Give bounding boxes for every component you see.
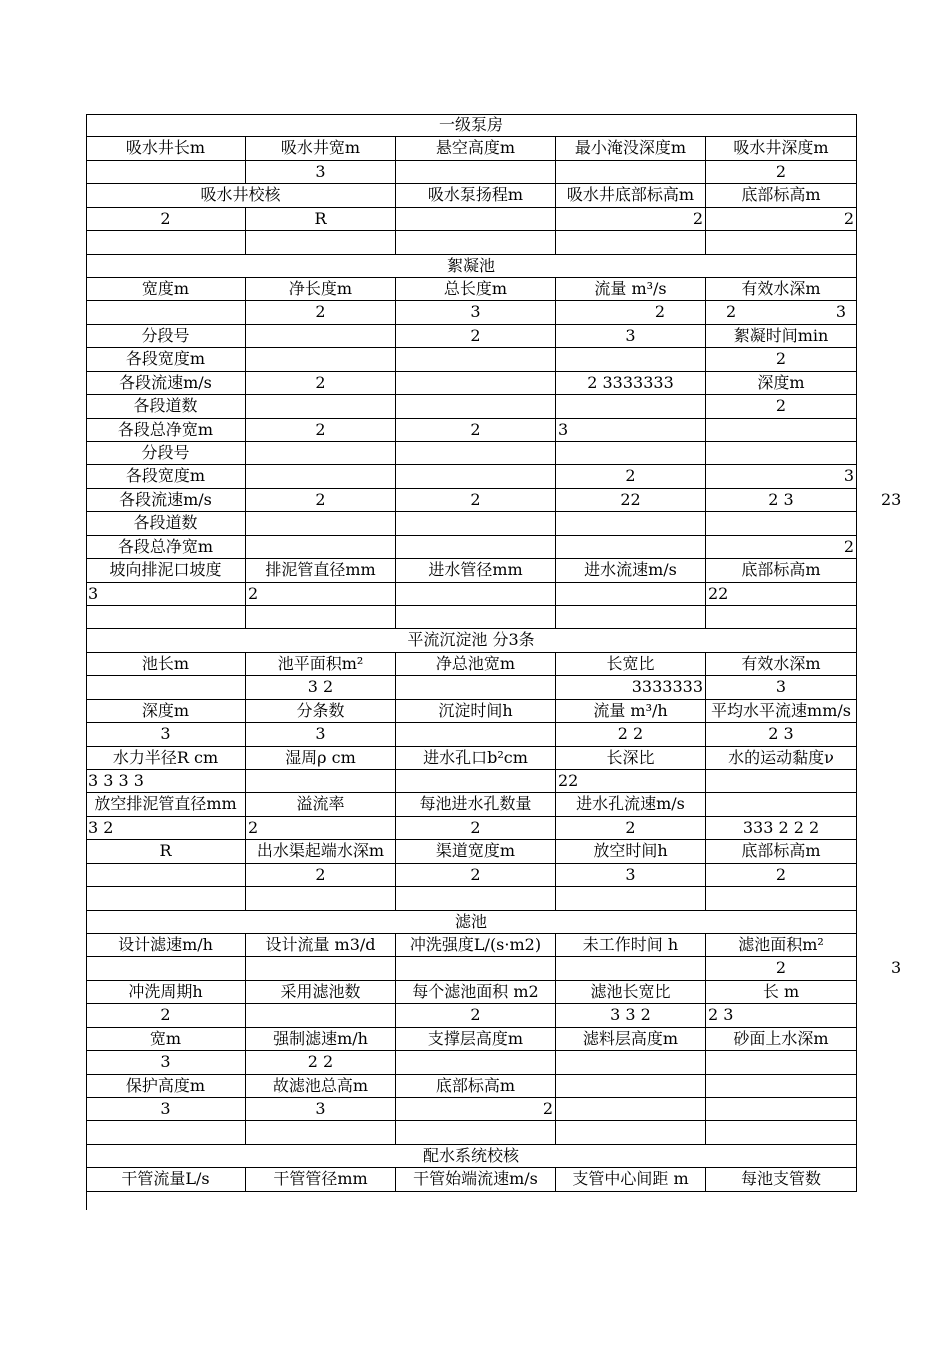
value-cell[interactable] bbox=[396, 957, 556, 980]
value-cell[interactable] bbox=[706, 1051, 857, 1074]
header-cell[interactable]: 吸水泵扬程m bbox=[396, 184, 556, 207]
empty-cell[interactable] bbox=[396, 887, 556, 910]
value-cell[interactable] bbox=[396, 161, 556, 184]
value-cell[interactable]: 3 bbox=[396, 301, 556, 324]
header-cell[interactable]: 池长m bbox=[86, 653, 246, 676]
header-cell[interactable]: 进水孔流速m/s bbox=[556, 793, 706, 816]
header-cell[interactable]: 干管流量L/s bbox=[86, 1168, 246, 1191]
header-cell[interactable]: 排泥管直径mm bbox=[246, 559, 396, 582]
value-cell[interactable]: 2 bbox=[86, 208, 246, 231]
value-cell[interactable]: 2 bbox=[556, 301, 706, 324]
header-cell[interactable]: 保护高度m bbox=[86, 1075, 246, 1098]
header-cell[interactable] bbox=[706, 793, 857, 816]
value-cell[interactable]: 3 bbox=[246, 1098, 396, 1121]
empty-cell[interactable] bbox=[86, 606, 246, 629]
empty-cell[interactable] bbox=[246, 606, 396, 629]
value-cell[interactable] bbox=[396, 676, 556, 699]
header-cell[interactable]: 吸水井宽m bbox=[246, 137, 396, 160]
header-cell[interactable]: 长宽比 bbox=[556, 653, 706, 676]
header-cell[interactable]: 坡向排泥口坡度 bbox=[86, 559, 246, 582]
header-cell[interactable]: 渠道宽度m bbox=[396, 840, 556, 863]
data-row[interactable]: 2 bbox=[396, 419, 556, 442]
header-cell[interactable]: 设计流量 m3/d bbox=[246, 934, 396, 957]
header-cell[interactable]: 支管中心间距 m bbox=[556, 1168, 706, 1191]
header-cell[interactable]: 进水管径mm bbox=[396, 559, 556, 582]
value-cell[interactable]: 2 bbox=[246, 864, 396, 887]
header-cell[interactable]: 支撑层高度m bbox=[396, 1028, 556, 1051]
value-cell[interactable]: 2 2 bbox=[246, 1051, 396, 1074]
data-row[interactable]: 各段总净宽m bbox=[86, 536, 246, 559]
empty-cell[interactable] bbox=[706, 1121, 857, 1144]
header-cell[interactable]: 最小淹没深度m bbox=[556, 137, 706, 160]
header-cell[interactable]: 设计滤速m/h bbox=[86, 934, 246, 957]
value-cell[interactable] bbox=[706, 301, 857, 324]
data-row[interactable]: 分段号 bbox=[86, 442, 246, 465]
header-cell[interactable]: 底部标高m bbox=[706, 840, 857, 863]
data-row[interactable] bbox=[706, 512, 857, 535]
header-cell[interactable]: 溢流率 bbox=[246, 793, 396, 816]
section-title-sedimentation[interactable]: 平流沉淀池 分3条 bbox=[86, 629, 857, 652]
value-cell[interactable] bbox=[246, 770, 396, 793]
header-cell[interactable]: 放空时间h bbox=[556, 840, 706, 863]
value-cell[interactable] bbox=[396, 1051, 556, 1074]
header-cell[interactable]: 总长度m bbox=[396, 278, 556, 301]
overflow-value: 3 bbox=[891, 958, 902, 978]
value-text: 3 bbox=[835, 302, 846, 322]
data-row[interactable]: 2 bbox=[396, 325, 556, 348]
empty-cell[interactable] bbox=[246, 887, 396, 910]
section-title-distribution[interactable]: 配水系统校核 bbox=[86, 1145, 857, 1168]
value-cell[interactable] bbox=[396, 208, 556, 231]
header-cell[interactable]: 干管始端流速m/s bbox=[396, 1168, 556, 1191]
data-row[interactable] bbox=[556, 512, 706, 535]
header-cell[interactable]: 吸水井校核 bbox=[86, 184, 396, 207]
header-cell[interactable]: 长 m bbox=[706, 981, 857, 1004]
header-cell[interactable]: 净总池宽m bbox=[396, 653, 556, 676]
header-cell[interactable]: 底部标高m bbox=[706, 184, 857, 207]
header-cell[interactable]: 底部标高m bbox=[396, 1075, 556, 1098]
header-cell[interactable]: 进水流速m/s bbox=[556, 559, 706, 582]
header-cell[interactable]: 冲洗强度L/(s·m2) bbox=[396, 934, 556, 957]
header-cell[interactable]: 净长度m bbox=[246, 278, 396, 301]
data-row[interactable]: 2 bbox=[396, 489, 556, 512]
empty-cell[interactable] bbox=[396, 606, 556, 629]
value-cell[interactable]: 3 bbox=[706, 676, 857, 699]
data-row[interactable]: 2 bbox=[556, 465, 706, 488]
value-cell[interactable] bbox=[556, 583, 706, 606]
value-cell[interactable] bbox=[556, 957, 706, 980]
header-cell[interactable]: 水的运动黏度ν bbox=[706, 747, 857, 770]
empty-cell[interactable] bbox=[706, 231, 857, 254]
value-cell[interactable]: 3 bbox=[246, 723, 396, 746]
value-cell[interactable]: 22 bbox=[556, 770, 706, 793]
header-cell[interactable]: 宽m bbox=[86, 1028, 246, 1051]
data-row[interactable] bbox=[396, 442, 556, 465]
header-cell[interactable]: 平均水平流速mm/s bbox=[706, 700, 857, 723]
value-cell[interactable] bbox=[86, 957, 246, 980]
empty-cell[interactable] bbox=[86, 1121, 246, 1144]
header-cell[interactable]: 每池进水孔数量 bbox=[396, 793, 556, 816]
value-cell[interactable]: 2 bbox=[706, 957, 857, 980]
value-cell[interactable] bbox=[86, 161, 246, 184]
empty-cell[interactable] bbox=[86, 231, 246, 254]
data-row[interactable]: 各段道数 bbox=[86, 395, 246, 418]
data-row[interactable] bbox=[246, 465, 396, 488]
data-row[interactable]: 各段总净宽m bbox=[86, 419, 246, 442]
data-row[interactable] bbox=[706, 442, 857, 465]
value-text: 2 bbox=[726, 302, 737, 322]
empty-cell[interactable] bbox=[246, 1121, 396, 1144]
value-cell[interactable]: 333 2 2 2 bbox=[706, 817, 857, 840]
value-cell[interactable]: 2 bbox=[396, 864, 556, 887]
data-row[interactable] bbox=[246, 442, 396, 465]
value-cell[interactable] bbox=[86, 301, 246, 324]
empty-cell[interactable] bbox=[556, 887, 706, 910]
section-title-filter[interactable]: 滤池 bbox=[86, 911, 857, 934]
header-cell[interactable]: 底部标高m bbox=[706, 559, 857, 582]
value-cell[interactable] bbox=[556, 1098, 706, 1121]
header-cell[interactable]: 池平面积m² bbox=[246, 653, 396, 676]
data-row[interactable]: 2 3 bbox=[706, 489, 857, 512]
value-cell[interactable]: 22 bbox=[706, 583, 857, 606]
empty-cell[interactable] bbox=[556, 1121, 706, 1144]
empty-cell[interactable] bbox=[86, 887, 246, 910]
value-cell[interactable]: 2 bbox=[246, 301, 396, 324]
header-cell[interactable] bbox=[556, 1075, 706, 1098]
data-row[interactable] bbox=[246, 325, 396, 348]
empty-cell[interactable] bbox=[246, 231, 396, 254]
overflow-value: 23 bbox=[881, 489, 902, 509]
value-cell[interactable]: 3 bbox=[246, 161, 396, 184]
data-row[interactable] bbox=[396, 348, 556, 371]
header-cell[interactable]: 未工作时间 h bbox=[556, 934, 706, 957]
header-cell[interactable]: 水力半径R cm bbox=[86, 747, 246, 770]
header-cell[interactable]: 冲洗周期h bbox=[86, 981, 246, 1004]
empty-cell[interactable] bbox=[556, 606, 706, 629]
data-row[interactable] bbox=[556, 442, 706, 465]
data-row[interactable]: 2 bbox=[246, 419, 396, 442]
data-row[interactable]: 各段流速m/s bbox=[86, 372, 246, 395]
value-cell[interactable]: 3 bbox=[86, 723, 246, 746]
empty-cell[interactable] bbox=[706, 606, 857, 629]
value-cell[interactable]: 3333333 bbox=[556, 676, 706, 699]
data-row[interactable] bbox=[246, 395, 396, 418]
value-cell[interactable]: 3 2 bbox=[86, 817, 246, 840]
value-cell[interactable] bbox=[556, 1051, 706, 1074]
header-cell[interactable]: 悬空高度m bbox=[396, 137, 556, 160]
value-cell[interactable]: 2 bbox=[706, 864, 857, 887]
data-row[interactable]: 3 bbox=[706, 465, 857, 488]
data-row[interactable] bbox=[246, 348, 396, 371]
header-cell[interactable]: 滤料层高度m bbox=[556, 1028, 706, 1051]
header-cell[interactable]: 沉淀时间h bbox=[396, 700, 556, 723]
data-row[interactable] bbox=[396, 465, 556, 488]
data-row[interactable] bbox=[396, 512, 556, 535]
value-cell[interactable]: 2 bbox=[396, 1004, 556, 1027]
value-cell[interactable]: 2 bbox=[86, 1004, 246, 1027]
header-cell[interactable]: 吸水井底部标高m bbox=[556, 184, 706, 207]
value-cell[interactable] bbox=[396, 723, 556, 746]
header-cell[interactable]: 滤池长宽比 bbox=[556, 981, 706, 1004]
data-row[interactable] bbox=[396, 536, 556, 559]
data-row[interactable]: 3 bbox=[556, 419, 706, 442]
header-cell[interactable]: 有效水深m bbox=[706, 653, 857, 676]
value-cell[interactable] bbox=[86, 676, 246, 699]
data-row[interactable]: 分段号 bbox=[86, 325, 246, 348]
value-cell[interactable] bbox=[556, 161, 706, 184]
spreadsheet bbox=[86, 114, 902, 1210]
value-cell[interactable]: 3 bbox=[86, 1098, 246, 1121]
section-title-pump-house[interactable]: 一级泵房 bbox=[86, 114, 857, 137]
header-cell[interactable]: 每池支管数 bbox=[706, 1168, 857, 1191]
value-cell[interactable]: 3 bbox=[556, 864, 706, 887]
value-cell[interactable] bbox=[706, 1098, 857, 1121]
value-cell[interactable]: 2 bbox=[556, 208, 706, 231]
value-cell[interactable]: 3 3 3 3 bbox=[86, 770, 246, 793]
empty-cell[interactable] bbox=[396, 1121, 556, 1144]
header-cell[interactable]: 采用滤池数 bbox=[246, 981, 396, 1004]
value-cell[interactable]: 2 bbox=[246, 583, 396, 606]
data-row[interactable]: 2 bbox=[706, 348, 857, 371]
header-cell[interactable]: 强制滤速m/h bbox=[246, 1028, 396, 1051]
data-row[interactable] bbox=[556, 395, 706, 418]
data-row[interactable]: 各段宽度m bbox=[86, 348, 246, 371]
value-cell[interactable] bbox=[396, 770, 556, 793]
data-row[interactable] bbox=[246, 512, 396, 535]
header-cell[interactable]: 吸水井长m bbox=[86, 137, 246, 160]
header-cell[interactable]: 出水渠起端水深m bbox=[246, 840, 396, 863]
value-cell[interactable]: 2 bbox=[556, 817, 706, 840]
value-cell[interactable]: 2 bbox=[396, 1098, 556, 1121]
value-cell[interactable]: 2 3 bbox=[706, 1004, 857, 1027]
data-row[interactable] bbox=[556, 348, 706, 371]
data-row[interactable]: 絮凝时间min bbox=[706, 325, 857, 348]
value-cell[interactable]: 2 bbox=[396, 817, 556, 840]
header-cell[interactable]: 分条数 bbox=[246, 700, 396, 723]
section-title-flocculation[interactable]: 絮凝池 bbox=[86, 255, 857, 278]
header-cell[interactable]: 每个滤池面积 m2 bbox=[396, 981, 556, 1004]
value-cell[interactable]: 3 bbox=[86, 583, 246, 606]
data-row[interactable] bbox=[556, 536, 706, 559]
header-cell[interactable]: 宽度m bbox=[86, 278, 246, 301]
value-cell[interactable] bbox=[706, 770, 857, 793]
data-row[interactable]: 各段道数 bbox=[86, 512, 246, 535]
header-cell[interactable]: 有效水深m bbox=[706, 278, 857, 301]
value-cell[interactable] bbox=[396, 583, 556, 606]
value-cell[interactable] bbox=[246, 1004, 396, 1027]
data-row[interactable] bbox=[396, 372, 556, 395]
value-cell[interactable]: 3 3 2 bbox=[556, 1004, 706, 1027]
header-cell[interactable]: 放空排泥管直径mm bbox=[86, 793, 246, 816]
value-cell[interactable] bbox=[246, 957, 396, 980]
data-row[interactable]: 2 bbox=[706, 395, 857, 418]
value-cell[interactable]: 2 bbox=[706, 161, 857, 184]
header-cell[interactable]: 进水孔口b²cm bbox=[396, 747, 556, 770]
header-cell[interactable]: 故滤池总高m bbox=[246, 1075, 396, 1098]
data-row[interactable]: 2 bbox=[246, 372, 396, 395]
data-row[interactable] bbox=[396, 395, 556, 418]
data-row[interactable]: 2 3333333 bbox=[556, 372, 706, 395]
data-row[interactable]: 各段宽度m bbox=[86, 465, 246, 488]
value-cell[interactable]: 2 bbox=[246, 817, 396, 840]
header-cell[interactable]: 滤池面积m² bbox=[706, 934, 857, 957]
value-cell[interactable]: 3 2 bbox=[246, 676, 396, 699]
data-row[interactable] bbox=[706, 419, 857, 442]
empty-cell[interactable] bbox=[706, 887, 857, 910]
header-cell[interactable]: 长深比 bbox=[556, 747, 706, 770]
header-cell[interactable] bbox=[706, 1075, 857, 1098]
header-cell[interactable]: R bbox=[86, 840, 246, 863]
data-row[interactable]: 2 bbox=[246, 489, 396, 512]
data-row[interactable]: 22 bbox=[556, 489, 706, 512]
value-cell[interactable]: R bbox=[246, 208, 396, 231]
empty-cell[interactable] bbox=[396, 231, 556, 254]
value-cell[interactable]: 2 bbox=[706, 208, 857, 231]
header-cell[interactable]: 湿周ρ cm bbox=[246, 747, 396, 770]
header-cell[interactable]: 流量 m³/h bbox=[556, 700, 706, 723]
header-cell[interactable]: 流量 m³/s bbox=[556, 278, 706, 301]
data-row[interactable] bbox=[246, 536, 396, 559]
data-row[interactable]: 各段流速m/s bbox=[86, 489, 246, 512]
header-cell[interactable]: 吸水井深度m bbox=[706, 137, 857, 160]
header-cell[interactable]: 砂面上水深m bbox=[706, 1028, 857, 1051]
value-cell[interactable] bbox=[86, 864, 246, 887]
data-row[interactable]: 深度m bbox=[706, 372, 857, 395]
empty-cell[interactable] bbox=[556, 231, 706, 254]
header-cell[interactable]: 深度m bbox=[86, 700, 246, 723]
value-cell[interactable]: 3 bbox=[86, 1051, 246, 1074]
value-cell[interactable]: 2 2 bbox=[556, 723, 706, 746]
data-row[interactable]: 2 bbox=[706, 536, 857, 559]
header-cell[interactable]: 干管管径mm bbox=[246, 1168, 396, 1191]
data-row[interactable]: 3 bbox=[556, 325, 706, 348]
value-cell[interactable]: 2 3 bbox=[706, 723, 857, 746]
